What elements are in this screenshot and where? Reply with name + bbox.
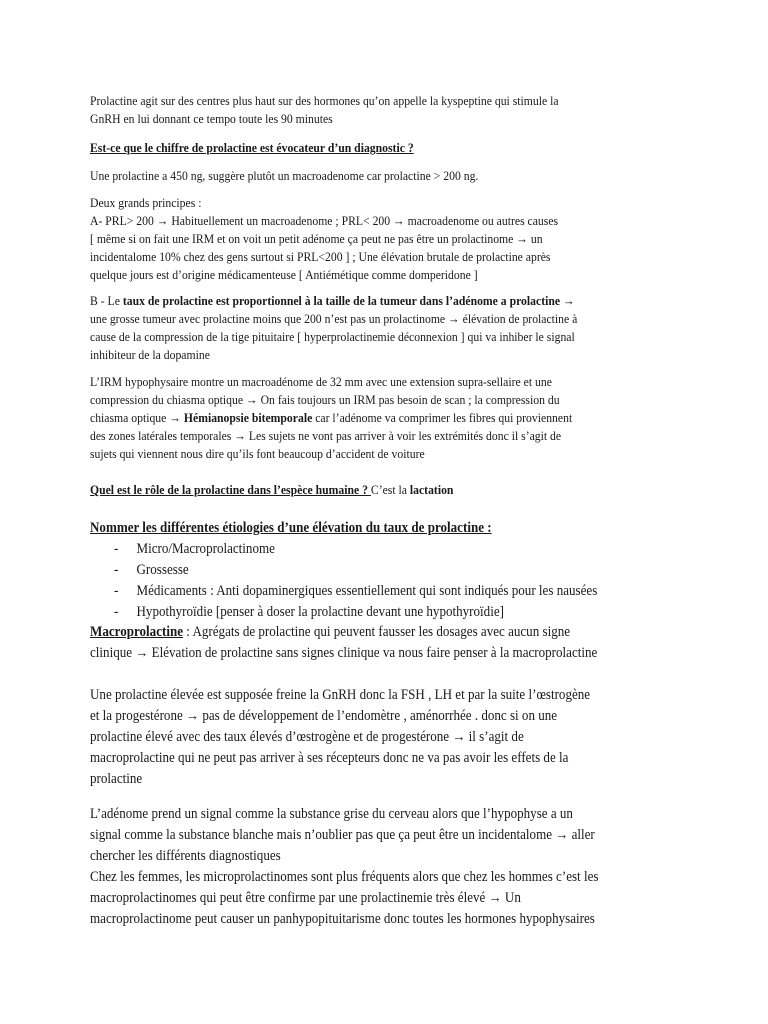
list-item: - Grossesse xyxy=(114,560,690,581)
text-line: Prolactine agit sur des centres plus haut sur des hormones qu’on appelle la kyspeptine qui stimule la xyxy=(90,93,559,108)
intro-paragraph xyxy=(90,92,689,128)
principles-heading: Deux grands principes : xyxy=(90,195,202,210)
question-heading-role: Quel est le rôle de la prolactine dans l’espèce humaine ? xyxy=(90,482,371,497)
text-line: sujets qui viennent nous dire qu’ils font beaucoup d’accident de voiture xyxy=(90,446,425,461)
text-line: Chez les femmes, les microprolactinomes sont plus fréquents alors que chez les hommes c’est les xyxy=(90,869,599,885)
irm-paragraph xyxy=(90,373,689,463)
text-line: signal comme la substance blanche mais n’oublier pas que ça peut être un incidentalome → aller xyxy=(90,827,595,843)
question-heading-diagnostic: Est-ce que le chiffre de prolactine est évocateur d’un diagnostic ? xyxy=(90,140,414,155)
answer-bold: lactation xyxy=(409,482,454,497)
text-line: clinique → Elévation de prolactine sans signes clinique va nous faire penser à la macroprolactine xyxy=(90,645,598,661)
text-line: macroprolactine qui ne peut pas arriver à ses récepteurs donc ne va pas avoir les effets de la xyxy=(90,750,569,766)
text-line: prolactine élevé avec des taux élevés d’œstrogène et de progestérone → il s’agit de xyxy=(90,729,524,745)
text-line: prolactine xyxy=(90,771,143,787)
macroprolactine-paragraph xyxy=(90,622,689,664)
macroprolactine-term: Macroprolactine xyxy=(90,624,184,640)
prolactine-elevee-paragraph xyxy=(90,685,689,790)
text-line: [ même si on fait une IRM et on voit un petit adénome ça peut ne pas être un prolactinome → un xyxy=(90,231,543,246)
list-item: - Micro/Macroprolactinome xyxy=(114,539,690,560)
text-line: une grosse tumeur avec prolactine moins que 200 n’est pas un prolactinome → élévation de prolactine à xyxy=(90,311,578,326)
text-line: quelque jours est d’origine médicamenteuse [ Antiémétique comme domperidone ] xyxy=(90,267,478,282)
list-item: - Hypothyroïdie [penser à doser la prolactine devant une hypothyroïdie] xyxy=(114,602,690,623)
text-line: inhibiteur de la dopamine xyxy=(90,347,210,362)
etiologies-list xyxy=(114,539,690,623)
text-line: et la progestérone → pas de développement de l’endomètre , aménorrhée . donc si on une xyxy=(90,708,558,724)
text-line: L’adénome prend un signal comme la substance grise du cerveau alors que l’hypophyse a un xyxy=(90,806,573,822)
text-line: car l’adénome va comprimer les fibres qui proviennent xyxy=(312,410,573,425)
text-line: incidentalome 10% chez des gens surtout si PRL<200 ] ; Une élévation brutale de prolactine après xyxy=(90,249,551,264)
adenome-paragraph xyxy=(90,804,689,930)
bold-text: taux de prolactine est proportionnel à la taille de la tumeur dans l’adénome a prolactine xyxy=(122,293,561,308)
text-line: : Agrégats de prolactine qui peuvent fausser les dosages avec aucun signe xyxy=(183,624,571,640)
list-item: - Médicaments : Anti dopaminergiques essentiellement qui sont indiqués pour les nausées xyxy=(114,581,690,602)
text-line: → xyxy=(560,293,575,308)
text-line: macroprolactinome peut causer un panhypopituitarisme donc toutes les hormones hypophysaires xyxy=(90,911,595,927)
text-line: macroprolactinomes qui peut être confirme par une prolactinemie très élevé → Un xyxy=(90,890,521,906)
text-line: C’est la xyxy=(370,482,410,497)
question-heading-etiologies: Nommer les différentes étiologies d’une élévation du taux de prolactine : xyxy=(90,520,492,536)
question-role-block xyxy=(90,481,689,499)
principle-b-block xyxy=(90,292,689,364)
text-line: chiasma optique → xyxy=(90,410,184,425)
text-line: L’IRM hypophysaire montre un macroadénome de 32 mm avec une extension supra-sellaire et une xyxy=(90,374,552,389)
paragraph-macroadenome: Une prolactine a 450 ng, suggère plutôt un macroadenome car prolactine > 200 ng. xyxy=(90,168,479,183)
text-line: A- PRL> 200 → Habituellement un macroadenome ; PRL< 200 → macroadenome ou autres causes xyxy=(90,213,559,228)
principles-block xyxy=(90,194,689,284)
text-line: Une prolactine élevée est supposée freine la GnRH donc la FSH , LH et par la suite l’œstrogène xyxy=(90,687,591,703)
text-line: cause de la compression de la tige pituitaire [ hyperprolactinemie déconnexion ] qui va inhiber le signal xyxy=(90,329,575,344)
text-line: chercher les différents diagnostiques xyxy=(90,848,281,864)
text-line: B - Le xyxy=(90,293,123,308)
text-line: GnRH en lui donnant ce tempo toute les 90 minutes xyxy=(90,111,333,126)
text-line: compression du chiasma optique → On fais toujours un IRM pas besoin de scan ; la compression du xyxy=(90,392,560,407)
text-line: des zones latérales temporales → Les sujets ne vont pas arriver à voir les extrémités donc il s’agit de xyxy=(90,428,562,443)
bold-text: Hémianopsie bitemporale xyxy=(183,410,313,425)
